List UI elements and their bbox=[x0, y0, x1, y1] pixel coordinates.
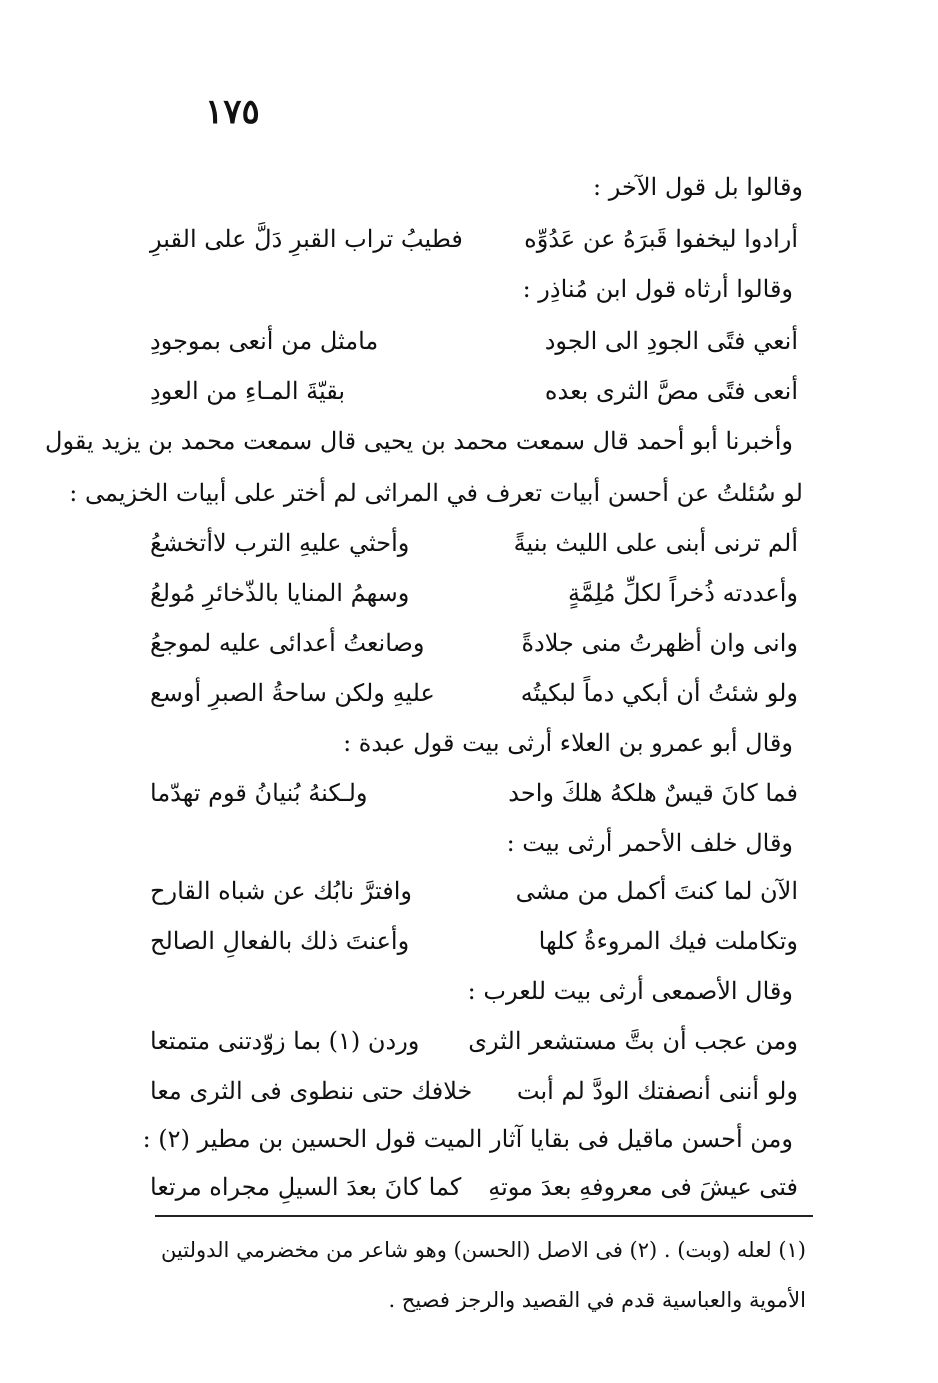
verse-first-hemistich: وانى وان أظهرتُ منى جلادةً bbox=[521, 629, 798, 657]
prose-line: ومن أحسن ماقيل فى بقايا آثار الميت قول الحسين بن مطير (٢) : bbox=[142, 1125, 793, 1153]
footnote-line: (١) لعله (وبت) . (٢) فى الاصل (الحسن) وهو شاعر من مخضرمي الدولتين bbox=[160, 1238, 806, 1262]
prose-line: وقالوا بل قول الآخر : bbox=[593, 173, 803, 201]
verse-second-hemistich: كما كانَ بعدَ السيلِ مجراه مرتعا bbox=[150, 1173, 462, 1201]
verse-second-hemistich: خلافك حتى ننطوى فى الثرى معا bbox=[150, 1077, 473, 1105]
footnote-line: الأموية والعباسية قدم في القصيد والرجز فصيح . bbox=[388, 1288, 806, 1312]
verse-second-hemistich: وصانعتُ أعدائى عليه لموجعُ bbox=[150, 629, 425, 657]
prose-line: وقالوا أرثاه قول ابن مُناذِر : bbox=[522, 275, 793, 303]
verse-line bbox=[150, 626, 798, 660]
prose-line: وقال الأصمعى أرثى بيت للعرب : bbox=[467, 977, 793, 1005]
verse-second-hemistich: وأعنتَ ذلك بالفعالِ الصالح bbox=[150, 927, 410, 955]
verse-second-hemistich: ولـكنهُ بُنيانُ قوم تهدّما bbox=[150, 779, 368, 807]
verse-line bbox=[150, 222, 798, 256]
verse-line bbox=[150, 576, 798, 610]
verse-first-hemistich: ومن عجب أن بتَّ مستشعر الثرى bbox=[468, 1027, 798, 1055]
page-number: ١٧٥ bbox=[205, 92, 260, 132]
verse-first-hemistich: ألم ترنى أبنى على الليث بنيةً bbox=[513, 529, 798, 557]
verse-line bbox=[150, 874, 798, 908]
verse-second-hemistich: مامثل من أنعى بموجودِ bbox=[150, 327, 379, 355]
verse-first-hemistich: الآن لما كنتَ أكمل من مشى bbox=[515, 877, 798, 905]
verse-line bbox=[150, 1170, 798, 1204]
verse-first-hemistich: وأعددته ذُخراً لكلِّ مُلِمَّةٍ bbox=[567, 579, 798, 607]
prose-line: وأخبرنا أبو أحمد قال سمعت محمد بن يحيى قال سمعت محمد بن يزيد يقول bbox=[45, 427, 793, 455]
verse-second-hemistich: بقيّةَ المـاءِ من العودِ bbox=[150, 377, 346, 405]
verse-first-hemistich: أنعى فتًى مصَّ الثرى بعده bbox=[544, 377, 798, 405]
verse-first-hemistich: أرادوا ليخفوا قَبرَهُ عن عَدُوِّه bbox=[524, 225, 798, 253]
verse-first-hemistich: وتكاملت فيك المروءةُ كلها bbox=[538, 927, 798, 955]
verse-second-hemistich: عليهِ ولكن ساحةُ الصبرِ أوسع bbox=[150, 679, 435, 707]
verse-line bbox=[150, 776, 798, 810]
verse-first-hemistich: ولو شئتُ أن أبكي دماً لبكيتُه bbox=[520, 679, 798, 707]
prose-line: لو سُئلتُ عن أحسن أبيات تعرف في المراثى لم أختر على أبيات الخزيمى : bbox=[69, 479, 803, 507]
verse-line bbox=[150, 676, 798, 710]
prose-line: وقال خلف الأحمر أرثى بيت : bbox=[506, 829, 793, 857]
verse-second-hemistich: وردن (١) بما زوّدتنى متمتعا bbox=[150, 1027, 420, 1055]
verse-line bbox=[150, 1024, 798, 1058]
verse-second-hemistich: وافترَّ نابُك عن شباه القارح bbox=[150, 877, 412, 905]
footnote-divider bbox=[155, 1215, 813, 1217]
verse-line bbox=[150, 324, 798, 358]
verse-line bbox=[150, 924, 798, 958]
verse-line bbox=[150, 526, 798, 560]
verse-first-hemistich: أنعي فتًى الجودِ الى الجود bbox=[544, 327, 798, 355]
verse-line bbox=[150, 374, 798, 408]
verse-first-hemistich: فما كانَ قيسٌ هلكهُ هلكَ واحد bbox=[508, 779, 798, 807]
verse-second-hemistich: وأحثي عليهِ الترب لاأتخشعُ bbox=[150, 529, 410, 557]
verse-second-hemistich: فطيبُ تراب القبرِ دَلَّ على القبرِ bbox=[150, 225, 463, 253]
verse-second-hemistich: وسهمُ المنايا بالذّخائرِ مُولعُ bbox=[150, 579, 410, 607]
verse-line bbox=[150, 1074, 798, 1108]
verse-first-hemistich: فتى عيشَ فى معروفهِ بعدَ موتهِ bbox=[488, 1173, 798, 1201]
verse-first-hemistich: ولو أننى أنصفتك الودَّ لم أبت bbox=[516, 1077, 798, 1105]
prose-line: وقال أبو عمرو بن العلاء أرثى بيت قول عبدة : bbox=[343, 729, 793, 757]
